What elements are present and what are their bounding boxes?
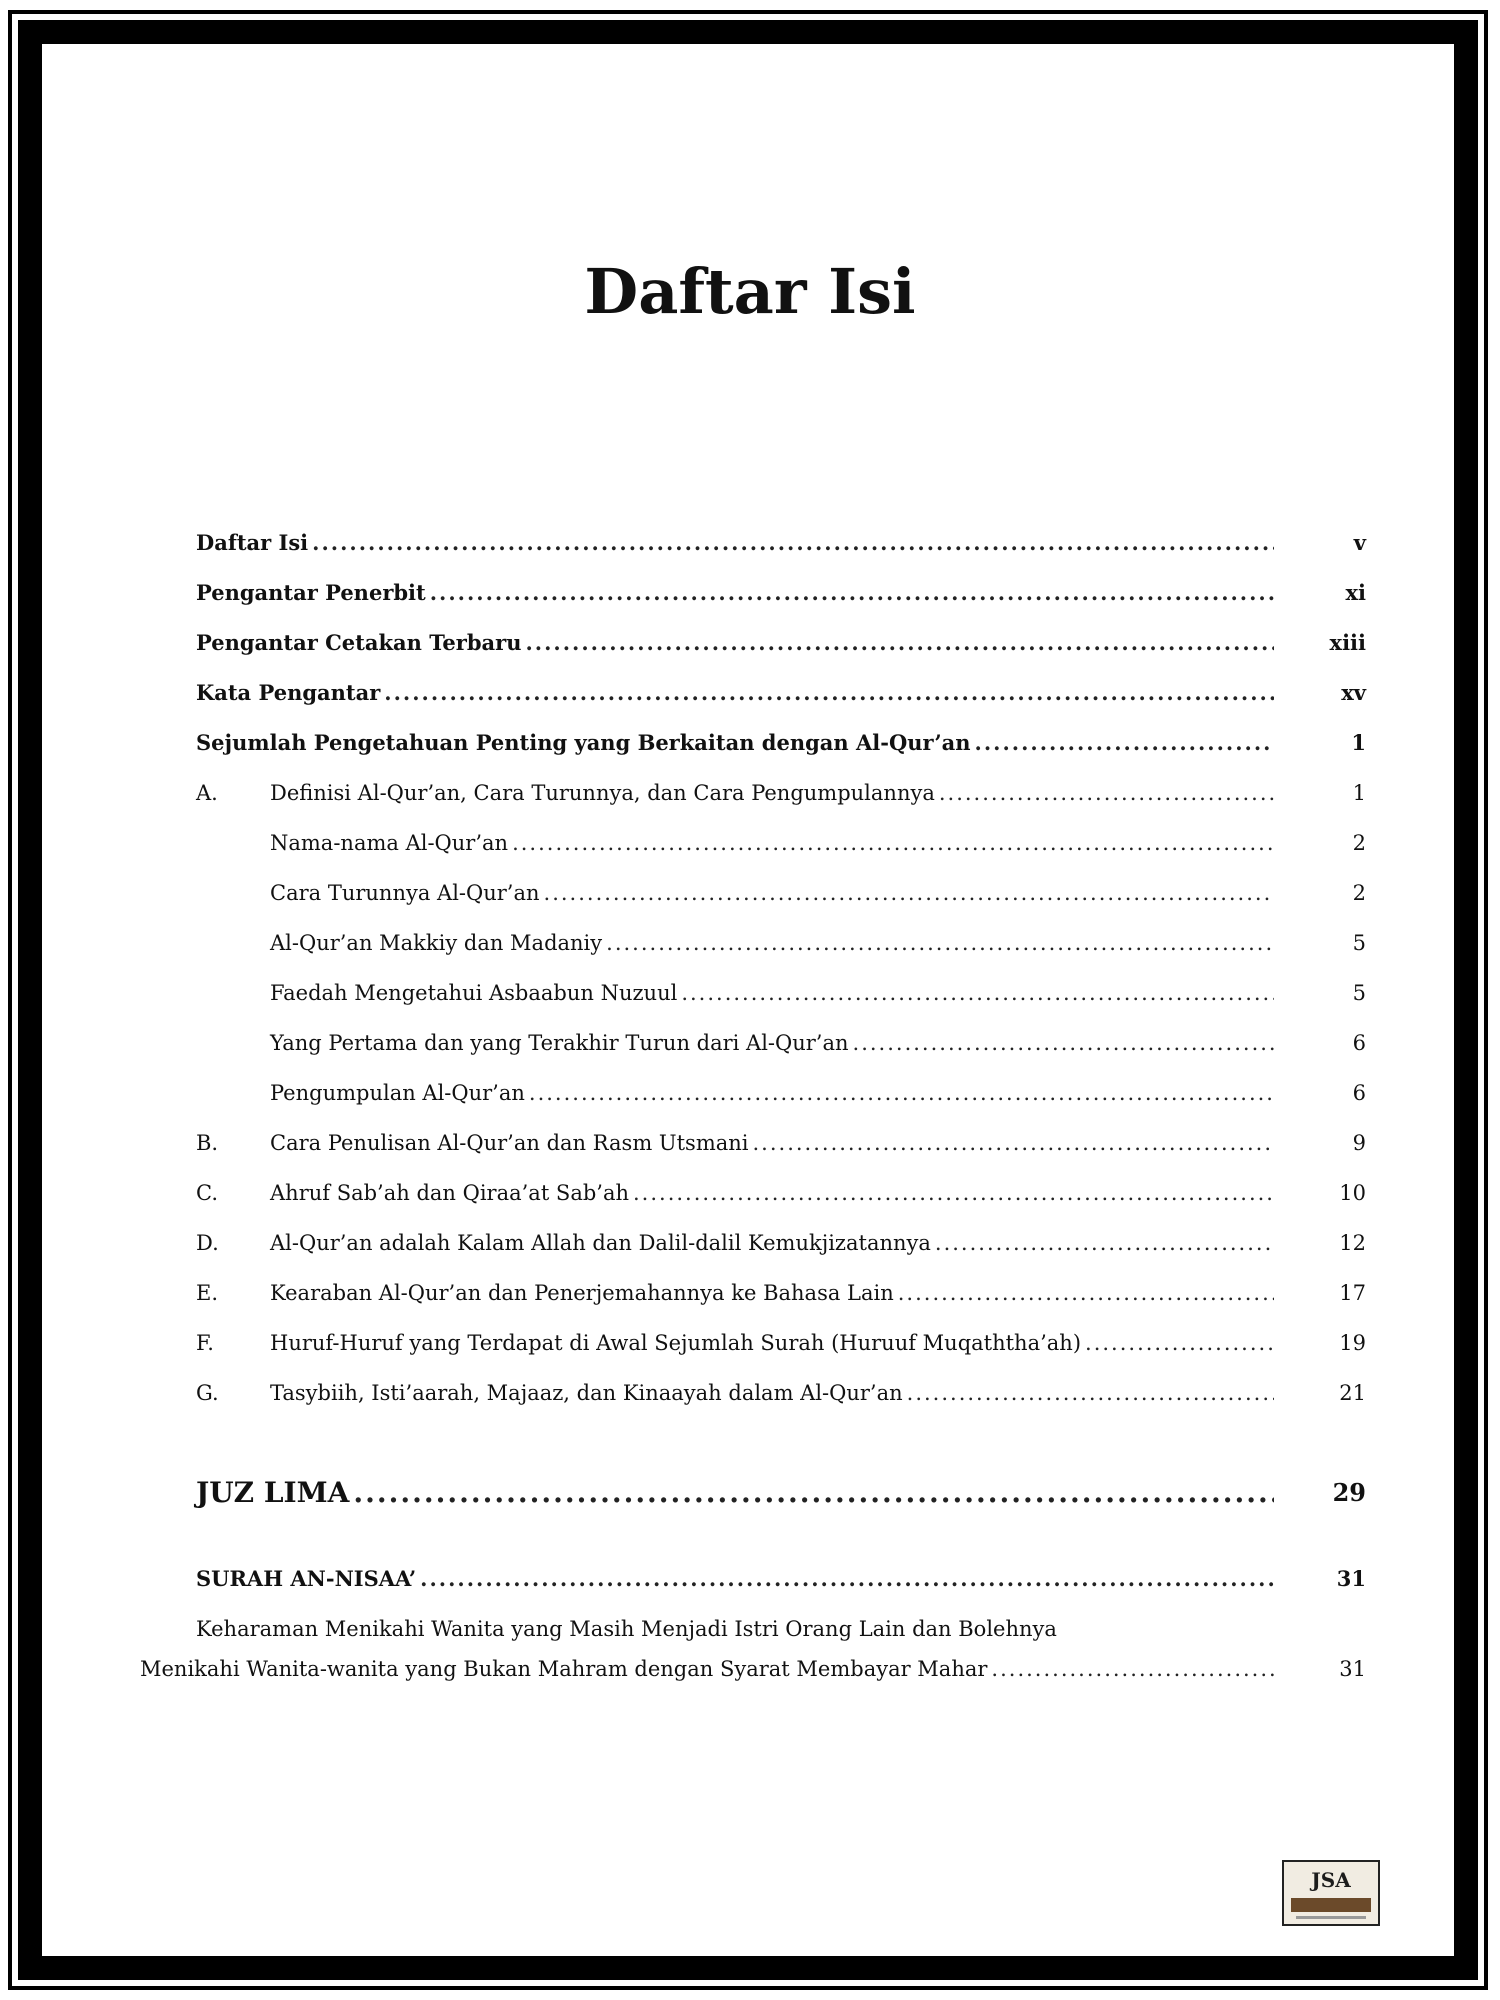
- toc-entry-section-b[interactable]: Cara Penulisan Al-Qur’an dan Rasm Utsmani .....: [270, 1128, 1278, 1158]
- section-marker: C.: [196, 1181, 218, 1205]
- toc-subentry[interactable]: Pengumpulan Al-Qur’an .....: [270, 1078, 1278, 1108]
- toc-page-number: 1: [1351, 730, 1366, 755]
- toc-page-number: 17: [1339, 1281, 1366, 1305]
- toc-page-number: 31: [1339, 1657, 1366, 1681]
- toc-page-number: 5: [1352, 931, 1366, 955]
- toc-page-number: 10: [1339, 1181, 1366, 1205]
- toc-page-number: 6: [1352, 1031, 1366, 1055]
- toc-subentry[interactable]: Cara Turunnya Al-Qur’an .....: [270, 878, 1278, 908]
- toc-subentry[interactable]: Nama-nama Al-Qur’an .....: [270, 828, 1278, 858]
- toc-entry-line1[interactable]: Keharaman Menikahi Wanita yang Masih Menjadi Istri Orang Lain dan Bolehnya: [196, 1617, 1057, 1641]
- toc-entry-section-g[interactable]: Tasybiih, Isti’aarah, Majaaz, dan Kinaayah dalam Al-Qur’an .....: [270, 1378, 1278, 1408]
- toc-page-number: 2: [1352, 831, 1366, 855]
- toc-page-number: 6: [1352, 1081, 1366, 1105]
- toc-subentry[interactable]: Al-Qur’an Makkiy dan Madaniy .....: [270, 928, 1278, 958]
- section-marker: D.: [196, 1231, 219, 1255]
- section-marker: E.: [196, 1281, 219, 1305]
- toc-entry-section-a[interactable]: Definisi Al-Qur’an, Cara Turunnya, dan Cara Pengumpulannya .....: [270, 778, 1278, 808]
- page-title: Daftar Isi: [584, 255, 916, 328]
- section-marker: F.: [196, 1331, 214, 1355]
- section-marker: B.: [196, 1131, 219, 1155]
- section-marker: G.: [196, 1381, 219, 1405]
- toc-page-number: xv: [1341, 680, 1366, 705]
- toc-entry-line2[interactable]: Menikahi Wanita-wanita yang Bukan Mahram dengan Syarat Membayar Mahar .....: [140, 1654, 1278, 1684]
- toc-entry-pengantar-penerbit[interactable]: Pengantar Penerbit .....: [196, 578, 1278, 608]
- toc-page-number: 31: [1336, 1566, 1366, 1591]
- toc-entry-sejumlah-pengetahuan[interactable]: Sejumlah Pengetahuan Penting yang Berkaitan dengan Al-Qur’an .....: [196, 728, 1278, 758]
- toc-entry-pengantar-cetakan[interactable]: Pengantar Cetakan Terbaru .....: [196, 628, 1278, 658]
- toc-subentry[interactable]: Yang Pertama dan yang Terakhir Turun dari Al-Qur’an .....: [270, 1028, 1278, 1058]
- publisher-logo: [1282, 1860, 1380, 1926]
- publisher-logo-text: JSA: [1311, 1868, 1351, 1892]
- toc-page-number: xi: [1345, 580, 1366, 605]
- toc-page-number: 9: [1352, 1131, 1366, 1155]
- toc-entry-section-e[interactable]: Kearaban Al-Qur’an dan Penerjemahannya ke Bahasa Lain .....: [270, 1278, 1278, 1308]
- logo-bar-icon: [1291, 1898, 1371, 1912]
- toc-page-number: 2: [1352, 881, 1366, 905]
- toc-page-number: 19: [1339, 1331, 1366, 1355]
- logo-line-icon: [1296, 1916, 1366, 1919]
- toc-page-number: 21: [1339, 1381, 1366, 1405]
- toc-page-number: 5: [1352, 981, 1366, 1005]
- toc-entry-kata-pengantar[interactable]: Kata Pengantar .....: [196, 678, 1278, 708]
- toc-entry-juz-lima[interactable]: JUZ LIMA .....: [196, 1478, 1278, 1508]
- toc-entry-section-d[interactable]: Al-Qur’an adalah Kalam Allah dan Dalil-dalil Kemukjizatannya .....: [270, 1228, 1278, 1258]
- toc-page-number: xiii: [1329, 630, 1366, 655]
- toc-entry-section-f[interactable]: Huruf-Huruf yang Terdapat di Awal Sejumlah Surah (Huruuf Muqaththa’ah) .....: [270, 1328, 1278, 1358]
- toc-page-number: 1: [1352, 781, 1366, 805]
- section-marker: A.: [196, 781, 218, 805]
- toc-subentry[interactable]: Faedah Mengetahui Asbaabun Nuzuul .....: [270, 978, 1278, 1008]
- toc-page-number: 12: [1339, 1231, 1366, 1255]
- toc-page-number: 29: [1332, 1478, 1366, 1507]
- toc-entry-surah-an-nisaa[interactable]: SURAH AN-NISAA’ .....: [196, 1564, 1278, 1594]
- toc-entry-section-c[interactable]: Ahruf Sab’ah dan Qiraa’at Sab’ah .....: [270, 1178, 1278, 1208]
- toc-entry-daftar-isi[interactable]: Daftar Isi .....: [196, 528, 1278, 558]
- toc-page-number: v: [1353, 530, 1366, 555]
